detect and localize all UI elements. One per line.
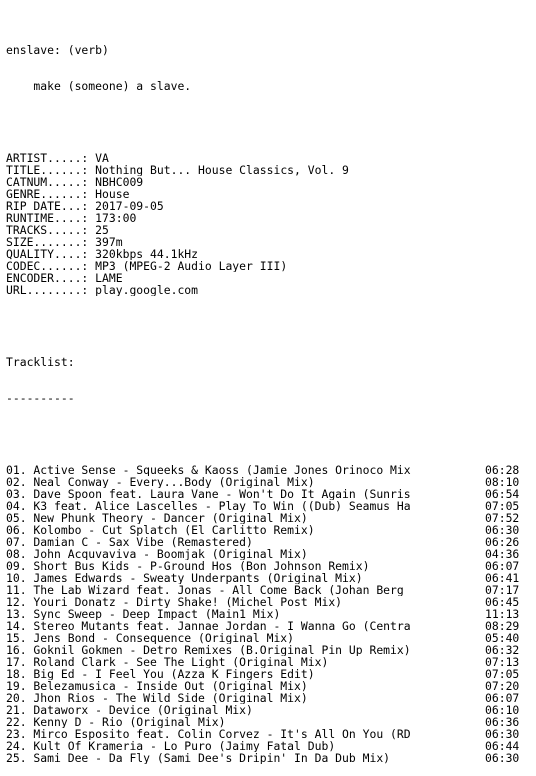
track-title: 24. Kult Of Krameria - Lo Puro (Jaimy Fatal Dub) — [6, 740, 336, 752]
track-duration: 05:40 — [485, 632, 520, 644]
track-duration: 06:26 — [485, 536, 520, 548]
track-duration: 07:17 — [485, 584, 520, 596]
track-row — [6, 584, 532, 596]
info-value: play.google.com — [95, 284, 199, 296]
track-title: 10. James Edwards - Sweaty Underpants (Original Mix) — [6, 572, 363, 584]
info-row — [6, 188, 532, 200]
info-value: VA — [95, 152, 109, 164]
track-title: 18. Big Ed - I Feel You (Azza K Fingers Edit) — [6, 668, 315, 680]
track-title: 05. New Phunk Theory - Dancer (Original Mix) — [6, 512, 308, 524]
track-row — [6, 536, 532, 548]
release-info — [6, 152, 532, 296]
track-title: 15. Jens Bond - Consequence (Original Mix) — [6, 632, 295, 644]
info-key: GENRE......: — [6, 188, 89, 200]
info-value: 173:00 — [95, 212, 137, 224]
track-title: 25. Sami Dee - Da Fly (Sami Dee's Dripin' In Da Dub Mix) — [6, 752, 391, 764]
track-row — [6, 692, 532, 704]
track-title: 22. Kenny D - Rio (Original Mix) — [6, 716, 226, 728]
info-key: TITLE......: — [6, 164, 89, 176]
tracklist-rule: ---------- — [6, 392, 75, 404]
track-title: 13. Sync Sweep - Deep Impact (Main1 Mix) — [6, 608, 281, 620]
track-duration: 06:30 — [485, 752, 520, 764]
track-row — [6, 740, 532, 752]
track-duration: 06:44 — [485, 740, 520, 752]
track-title: 14. Stereo Mutants feat. Jannae Jordan - I Wanna Go (Centra — [6, 620, 411, 632]
info-key: TRACKS.....: — [6, 224, 89, 236]
track-duration: 06:45 — [485, 596, 520, 608]
track-row — [6, 680, 532, 692]
info-value: LAME — [95, 272, 123, 284]
blank-line — [6, 320, 532, 332]
track-title: 16. Goknil Gokmen - Detro Remixes (B.Original Pin Up Remix) — [6, 644, 411, 656]
track-row — [6, 548, 532, 560]
track-row — [6, 560, 532, 572]
track-duration: 06:41 — [485, 572, 520, 584]
track-title: 09. Short Bus Kids - P-Ground Hos (Bon Johnson Remix) — [6, 560, 370, 572]
track-row — [6, 644, 532, 656]
track-duration: 07:13 — [485, 656, 520, 668]
track-duration: 06:54 — [485, 488, 520, 500]
info-row — [6, 272, 532, 284]
info-key: ENCODER....: — [6, 272, 89, 284]
tracklist — [6, 464, 532, 764]
info-row — [6, 260, 532, 272]
track-duration: 07:20 — [485, 680, 520, 692]
info-value: Nothing But... House Classics, Vol. 9 — [95, 164, 349, 176]
track-title: 03. Dave Spoon feat. Laura Vane - Won't Do It Again (Sunris — [6, 488, 411, 500]
track-title: 06. Kolombo - Cut Splatch (El Carlitto Remix) — [6, 524, 315, 536]
info-key: CATNUM.....: — [6, 176, 89, 188]
definition-word: enslave: (verb) — [6, 44, 109, 56]
track-duration: 06:30 — [485, 524, 520, 536]
track-row — [6, 704, 532, 716]
track-title: 21. Dataworx - Device (Original Mix) — [6, 704, 253, 716]
track-duration: 08:10 — [485, 476, 520, 488]
track-title: 11. The Lab Wizard feat. Jonas - All Come Back (Johan Berg — [6, 584, 404, 596]
track-duration: 07:05 — [485, 500, 520, 512]
info-row — [6, 164, 532, 176]
blank-line — [6, 428, 532, 440]
nfo-text-document — [6, 20, 532, 776]
track-row — [6, 464, 532, 476]
track-row — [6, 596, 532, 608]
info-row — [6, 152, 532, 164]
tracklist-heading: Tracklist: — [6, 356, 75, 368]
blank-line — [6, 116, 532, 128]
track-row — [6, 632, 532, 644]
info-key: SIZE.......: — [6, 236, 89, 248]
info-value: House — [95, 188, 130, 200]
info-key: URL........: — [6, 284, 89, 296]
track-duration: 07:52 — [485, 512, 520, 524]
track-title: 20. Jhon Rios - The Wild Side (Original Mix) — [6, 692, 308, 704]
info-row — [6, 212, 532, 224]
info-row — [6, 248, 532, 260]
info-key: CODEC......: — [6, 260, 89, 272]
track-title: 02. Neal Conway - Every...Body (Original Mix) — [6, 476, 315, 488]
track-duration: 06:07 — [485, 560, 520, 572]
track-duration: 08:29 — [485, 620, 520, 632]
track-row — [6, 716, 532, 728]
track-duration: 06:30 — [485, 728, 520, 740]
track-row — [6, 488, 532, 500]
definition-text: make (someone) a slave. — [6, 80, 192, 92]
info-value: 25 — [95, 224, 109, 236]
track-row — [6, 752, 532, 764]
track-title: 19. Belezamusica - Inside Out (Original Mix) — [6, 680, 308, 692]
track-duration: 04:36 — [485, 548, 520, 560]
track-row — [6, 572, 532, 584]
info-value: 2017-09-05 — [95, 200, 164, 212]
track-duration: 11:13 — [485, 608, 520, 620]
track-row — [6, 524, 532, 536]
info-key: QUALITY....: — [6, 248, 89, 260]
track-title: 12. Youri Donatz - Dirty Shake! (Michel Post Mix) — [6, 596, 343, 608]
track-title: 07. Damian C - Sax Vibe (Remastered) — [6, 536, 253, 548]
track-title: 08. John Acquvaviva - Boomjak (Original Mix) — [6, 548, 308, 560]
info-value: MP3 (MPEG-2 Audio Layer III) — [95, 260, 288, 272]
info-key: ARTIST.....: — [6, 152, 89, 164]
info-key: RIP DATE...: — [6, 200, 89, 212]
info-row — [6, 224, 532, 236]
track-row — [6, 620, 532, 632]
track-row — [6, 668, 532, 680]
track-duration: 06:36 — [485, 716, 520, 728]
info-row — [6, 176, 532, 188]
info-row — [6, 200, 532, 212]
track-duration: 06:28 — [485, 464, 520, 476]
track-row — [6, 656, 532, 668]
track-row — [6, 500, 532, 512]
track-title: 01. Active Sense - Squeeks & Kaoss (Jamie Jones Orinoco Mix — [6, 464, 411, 476]
track-row — [6, 512, 532, 524]
info-row — [6, 284, 532, 296]
info-value: NBHC009 — [95, 176, 144, 188]
info-row — [6, 236, 532, 248]
track-row — [6, 728, 532, 740]
track-duration: 07:05 — [485, 668, 520, 680]
track-title: 04. K3 feat. Alice Lascelles - Play To Win ((Dub) Seamus Ha — [6, 500, 411, 512]
track-duration: 06:07 — [485, 692, 520, 704]
info-key: RUNTIME....: — [6, 212, 89, 224]
info-value: 320kbps 44.1kHz — [95, 248, 199, 260]
info-value: 397m — [95, 236, 123, 248]
track-duration: 06:10 — [485, 704, 520, 716]
track-row — [6, 476, 532, 488]
track-title: 23. Mirco Esposito feat. Colin Corvez - It's All On You (RD — [6, 728, 411, 740]
track-duration: 06:32 — [485, 644, 520, 656]
track-title: 17. Roland Clark - See The Light (Original Mix) — [6, 656, 329, 668]
track-row — [6, 608, 532, 620]
